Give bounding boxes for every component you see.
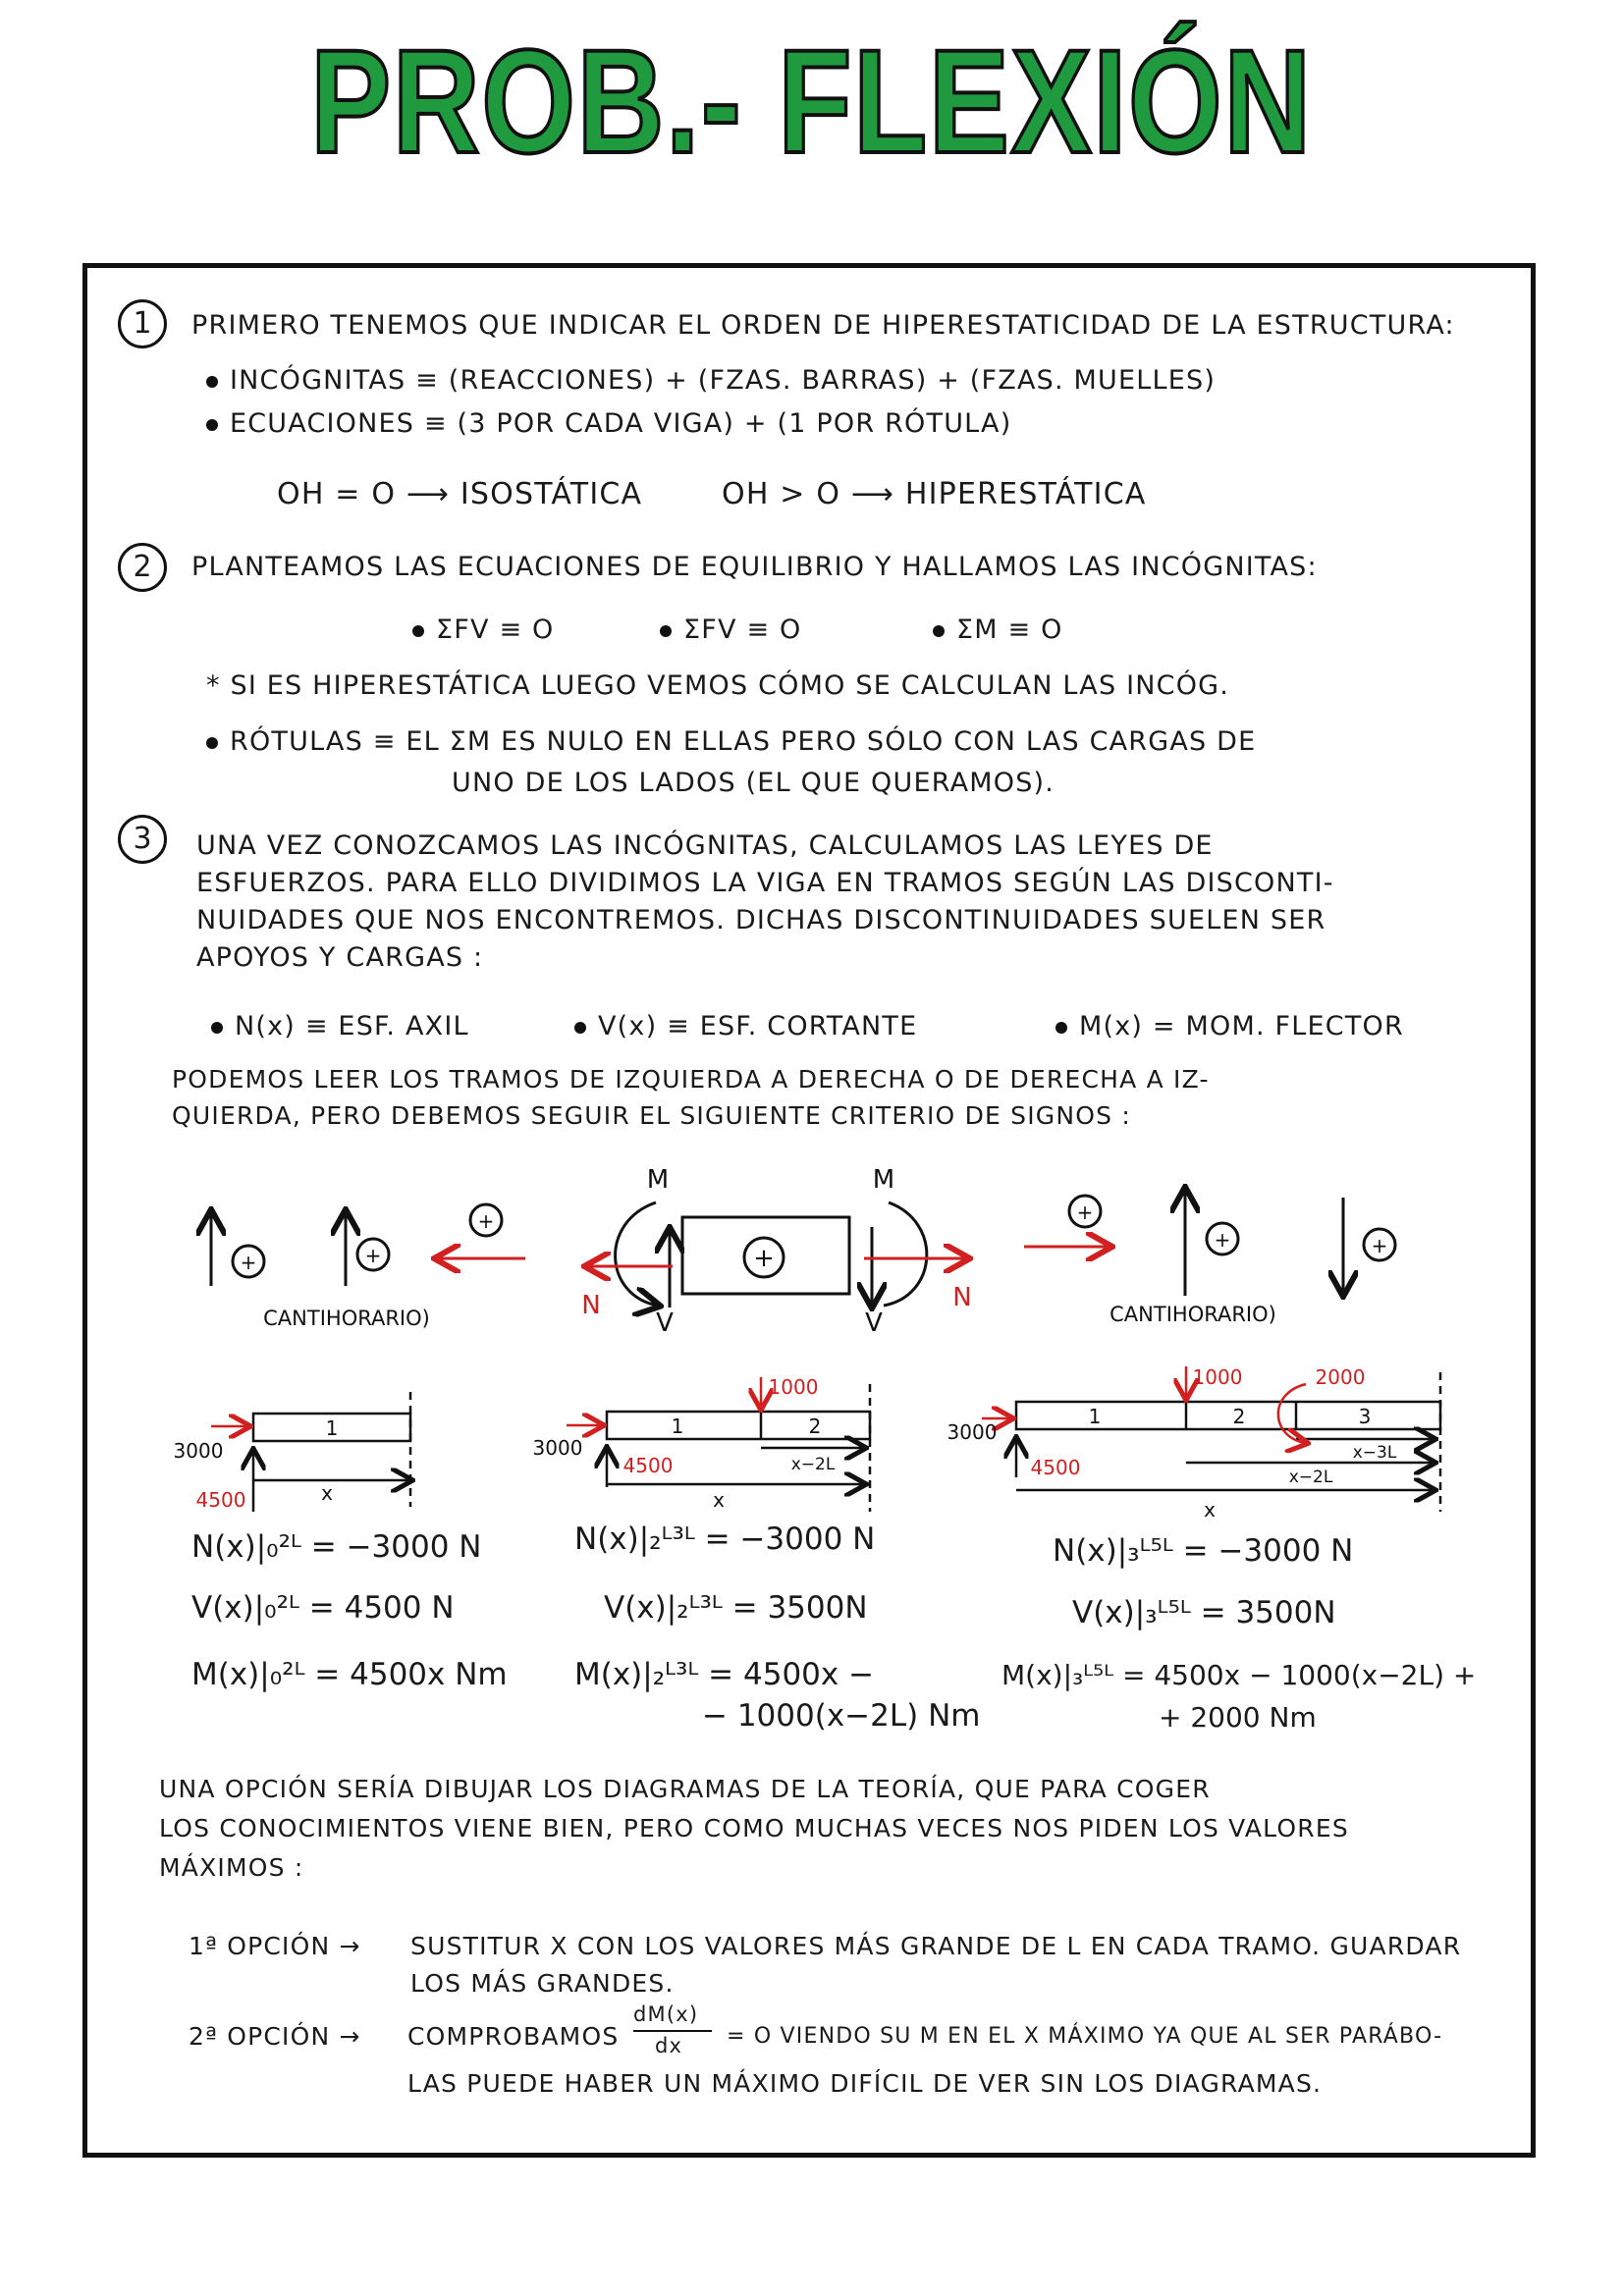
option-2-text-1: COMPROBAMOS bbox=[407, 2022, 620, 2051]
svg-text:2000: 2000 bbox=[1315, 1365, 1366, 1389]
moment-arrow-icon bbox=[884, 1202, 927, 1306]
svg-text:1: 1 bbox=[325, 1416, 339, 1440]
option-2-label: 2ª OPCIÓN → bbox=[189, 2022, 361, 2051]
step-1-text: PRIMERO TENEMOS QUE INDICAR EL ORDEN DE HIPERESTATICIDAD DE LA ESTRUCTURA: bbox=[191, 310, 1455, 341]
svg-text:4500: 4500 bbox=[622, 1454, 674, 1477]
equilibrium-eq-1-text: ΣFV ≡ O bbox=[436, 614, 555, 645]
svg-text:+: + bbox=[240, 1251, 257, 1274]
beam-1-moment-law: M(x)|₀²ᴸ = 4500x Nm bbox=[191, 1657, 508, 1692]
rotulas-text-2: UNO DE LOS LADOS (EL QUE QUERAMOS). bbox=[452, 768, 1055, 798]
svg-text:M: M bbox=[872, 1165, 895, 1195]
isostatic-rule: OH = O ⟶ ISOSTÁTICA bbox=[277, 477, 643, 511]
option-1-text-1: SUSTITUR X CON LOS VALORES MÁS GRANDE DE L EN CADA TRAMO. GUARDAR bbox=[410, 1932, 1462, 1960]
step-2-number: 2 bbox=[118, 543, 167, 592]
axial-definition-text: N(x) ≡ ESF. AXIL bbox=[235, 1011, 469, 1041]
beam-2-axial-law: N(x)|₂ᴸ³ᴸ = −3000 N bbox=[574, 1522, 876, 1557]
page-title: PROB.- FLEXIÓN bbox=[310, 19, 1313, 184]
svg-text:3: 3 bbox=[1358, 1405, 1372, 1428]
svg-text:x: x bbox=[1204, 1498, 1216, 1522]
equilibrium-eq-2-text: ΣFV ≡ O bbox=[683, 614, 802, 645]
reading-direction-line-2: QUIERDA, PERO DEBEMOS SEGUIR EL SIGUIENTE CRITERIO DE SIGNOS : bbox=[172, 1101, 1131, 1130]
step-1-bullet-2-text: ECUACIONES ≡ (3 POR CADA VIGA) + (1 POR RÓTULA) bbox=[230, 408, 1012, 439]
shear-definition-text: V(x) ≡ ESF. CORTANTE bbox=[598, 1011, 918, 1041]
option-1-label: 1ª OPCIÓN → bbox=[189, 1932, 361, 1960]
option-1-text-2: LOS MÁS GRANDES. bbox=[410, 1969, 675, 1998]
equilibrium-eq-3-text: ΣM ≡ O bbox=[956, 614, 1063, 645]
svg-text:2: 2 bbox=[808, 1415, 822, 1438]
step-2-note: * SI ES HIPERESTÁTICA LUEGO VEMOS CÓMO SE CALCULAN LAS INCÓG. bbox=[206, 670, 1230, 701]
svg-text:+: + bbox=[1371, 1234, 1388, 1257]
beam-1-axial-law: N(x)|₀²ᴸ = −3000 N bbox=[191, 1529, 482, 1565]
closing-line-2: LOS CONOCIMIENTOS VIENE BIEN, PERO COMO MUCHAS VECES NOS PIDEN LOS VALORES bbox=[159, 1814, 1349, 1842]
svg-text:CANTIHORARIO): CANTIHORARIO) bbox=[263, 1307, 430, 1330]
beam-3-shear-law: V(x)|₃ᴸ⁵ᴸ = 3500N bbox=[1072, 1595, 1336, 1630]
closing-line-3: MÁXIMOS : bbox=[159, 1853, 304, 1882]
svg-text:4500: 4500 bbox=[195, 1488, 246, 1512]
svg-text:x: x bbox=[321, 1481, 333, 1505]
rotulas-text-1: RÓTULAS ≡ EL ΣM ES NULO EN ELLAS PERO SÓLO CON LAS CARGAS DE bbox=[230, 726, 1257, 757]
beam-1-shear-law: V(x)|₀²ᴸ = 4500 N bbox=[191, 1590, 455, 1626]
moment-definition-text: M(x) = MOM. FLECTOR bbox=[1079, 1011, 1404, 1041]
moment-arrow-icon bbox=[616, 1202, 658, 1306]
svg-text:+: + bbox=[1076, 1201, 1094, 1224]
svg-text:V: V bbox=[656, 1308, 674, 1338]
beam-2-shear-law: V(x)|₂ᴸ³ᴸ = 3500N bbox=[604, 1590, 868, 1626]
svg-text:V: V bbox=[865, 1308, 883, 1338]
svg-text:N: N bbox=[952, 1283, 972, 1312]
step-3-line-2: ESFUERZOS. PARA ELLO DIVIDIMOS LA VIGA EN TRAMOS SEGÚN LAS DISCONTI- bbox=[196, 868, 1334, 898]
step-3-line-4: APOYOS Y CARGAS : bbox=[196, 942, 484, 973]
beam-2 bbox=[607, 1412, 870, 1439]
svg-text:M: M bbox=[646, 1165, 670, 1195]
svg-text:N: N bbox=[581, 1291, 601, 1320]
beam-3-moment-law-2: + 2000 Nm bbox=[1159, 1701, 1317, 1734]
fraction-bar bbox=[633, 2030, 712, 2032]
svg-text:+: + bbox=[753, 1244, 775, 1273]
svg-text:1000: 1000 bbox=[1192, 1365, 1243, 1389]
step-2-text: PLANTEAMOS LAS ECUACIONES DE EQUILIBRIO Y HALLAMOS LAS INCÓGNITAS: bbox=[191, 552, 1318, 582]
beam-2-moment-law-1: M(x)|₂ᴸ³ᴸ = 4500x − bbox=[574, 1657, 875, 1692]
applied-moment-icon bbox=[1278, 1384, 1306, 1443]
svg-text:1000: 1000 bbox=[768, 1375, 819, 1399]
svg-text:CANTIHORARIO): CANTIHORARIO) bbox=[1109, 1303, 1276, 1326]
closing-line-1: UNA OPCIÓN SERÍA DIBUJAR LOS DIAGRAMAS DE LA TEORÍA, QUE PARA COGER bbox=[159, 1775, 1211, 1803]
svg-text:4500: 4500 bbox=[1030, 1456, 1081, 1479]
svg-text:3000: 3000 bbox=[947, 1420, 998, 1444]
step-3-line-3: NUIDADES QUE NOS ENCONTREMOS. DICHAS DISCONTINUIDADES SUELEN SER bbox=[196, 905, 1326, 935]
svg-text:x−2L: x−2L bbox=[790, 1455, 836, 1474]
derivative-denominator: dx bbox=[655, 2034, 683, 2057]
beam-3 bbox=[1016, 1402, 1440, 1429]
svg-text:3000: 3000 bbox=[532, 1436, 583, 1460]
step-3-line-1: UNA VEZ CONOZCAMOS LAS INCÓGNITAS, CALCULAMOS LAS LEYES DE bbox=[196, 830, 1214, 861]
step-1-number: 1 bbox=[118, 299, 167, 348]
svg-text:1: 1 bbox=[671, 1415, 684, 1438]
option-2-text-3: LAS PUEDE HABER UN MÁXIMO DIFÍCIL DE VER SIN LOS DIAGRAMAS. bbox=[407, 2069, 1323, 2098]
svg-text:3000: 3000 bbox=[173, 1439, 224, 1463]
option-2-text-2: = O VIENDO SU M EN EL X MÁXIMO YA QUE AL SER PARÁBO- bbox=[727, 2024, 1443, 2049]
svg-text:+: + bbox=[477, 1209, 495, 1233]
step-1-bullet-1-text: INCÓGNITAS ≡ (REACCIONES) + (FZAS. BARRAS) + (FZAS. MUELLES) bbox=[230, 365, 1217, 396]
svg-text:2: 2 bbox=[1232, 1405, 1246, 1428]
beam-2-moment-law-2: − 1000(x−2L) Nm bbox=[702, 1698, 981, 1734]
hyperstatic-rule: OH > O ⟶ HIPERESTÁTICA bbox=[722, 477, 1147, 511]
beam-3-axial-law: N(x)|₃ᴸ⁵ᴸ = −3000 N bbox=[1053, 1533, 1354, 1569]
svg-text:+: + bbox=[364, 1244, 382, 1267]
derivative-numerator: dM(x) bbox=[633, 2002, 699, 2026]
svg-text:x−3L: x−3L bbox=[1352, 1443, 1397, 1463]
beam-3-moment-law-1: M(x)|₃ᴸ⁵ᴸ = 4500x − 1000(x−2L) + bbox=[1001, 1659, 1477, 1691]
svg-text:+: + bbox=[1214, 1228, 1231, 1252]
svg-text:x−2L: x−2L bbox=[1288, 1468, 1333, 1487]
svg-text:x: x bbox=[713, 1488, 725, 1512]
svg-text:1: 1 bbox=[1088, 1405, 1102, 1428]
step-3-number: 3 bbox=[118, 815, 167, 864]
reading-direction-line-1: PODEMOS LEER LOS TRAMOS DE IZQUIERDA A DERECHA O DE DERECHA A IZ- bbox=[172, 1065, 1210, 1094]
